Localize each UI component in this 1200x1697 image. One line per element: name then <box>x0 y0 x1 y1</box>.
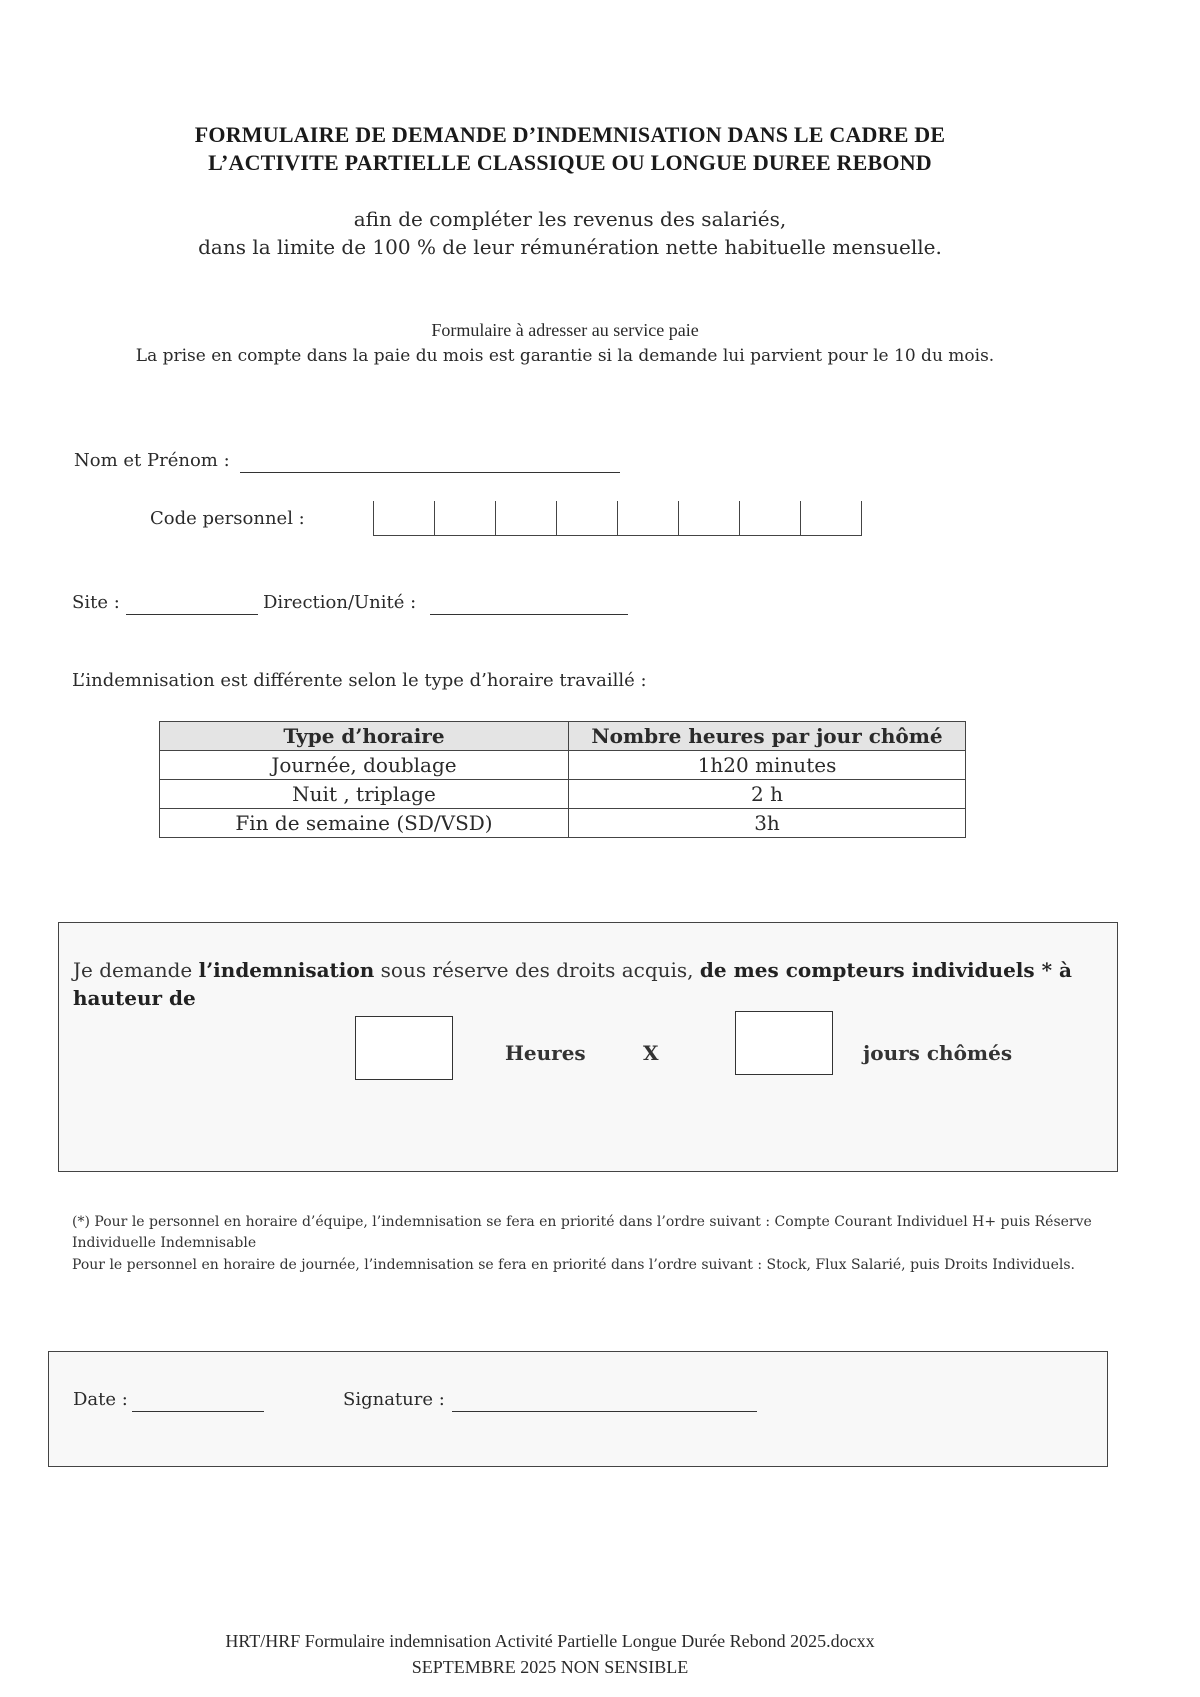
signature-label: Signature : <box>343 1389 445 1410</box>
schedule-table <box>159 721 966 838</box>
column-header-hours: Nombre heures par jour chômé <box>569 722 966 751</box>
site-label: Site : <box>72 592 120 613</box>
footer-classification: SEPTEMBRE 2025 NON SENSIBLE <box>411 1657 689 1677</box>
table-cell-hours: 1h20 minutes <box>569 751 966 780</box>
table-cell-type: Fin de semaine (SD/VSD) <box>160 809 569 838</box>
request-text-part4: de mes compteurs individuels * à hauteur de <box>73 958 1073 1010</box>
days-label: jours chômés <box>863 1041 1013 1065</box>
name-field[interactable] <box>240 450 620 473</box>
form-title-line1: FORMULAIRE DE DEMANDE D’INDEMNISATION DANS LE CADRE DE <box>194 122 946 147</box>
code-digit-box[interactable] <box>374 501 435 535</box>
request-text-part1: Je demande <box>73 958 199 982</box>
signature-box <box>48 1351 1108 1467</box>
code-digit-box[interactable] <box>740 501 801 535</box>
code-personnel-boxes <box>373 501 862 536</box>
name-label: Nom et Prénom : <box>74 450 230 471</box>
direction-label: Direction/Unité : <box>263 592 417 613</box>
send-to-instruction: Formulaire à adresser au service paie <box>431 320 699 340</box>
multiply-sign: X <box>643 1041 659 1065</box>
footnote-team-schedule: (*) Pour le personnel en horaire d’équipe, l’indemnisation se fera en priorité dans l’ordre suivant : Compte Courant Individuel H+ puis Réserve Individuelle Indemnisable <box>72 1214 1092 1251</box>
form-title-line2: L’ACTIVITE PARTIELLE CLASSIQUE OU LONGUE DUREE REBOND <box>208 150 932 175</box>
site-field[interactable] <box>126 592 258 615</box>
table-intro: L’indemnisation est différente selon le type d’horaire travaillé : <box>72 670 647 691</box>
signature-field[interactable] <box>452 1389 757 1412</box>
code-digit-box[interactable] <box>496 501 557 535</box>
date-field[interactable] <box>132 1389 264 1412</box>
table-header-row <box>160 722 966 751</box>
table-row <box>160 751 966 780</box>
payroll-deadline-note: La prise en compte dans la paie du mois est garantie si la demande lui parvient pour le 10 du mois. <box>135 346 995 366</box>
column-header-type: Type d’horaire <box>160 722 569 751</box>
footnote-day-schedule: Pour le personnel en horaire de journée, l’indemnisation se fera en priorité dans l’ordre suivant : Stock, Flux Salarié, puis Droits Individuels. <box>72 1257 1076 1273</box>
table-cell-type: Nuit , triplage <box>160 780 569 809</box>
hours-label: Heures <box>505 1041 586 1065</box>
date-label: Date : <box>73 1389 128 1410</box>
code-digit-box[interactable] <box>618 501 679 535</box>
table-row <box>160 809 966 838</box>
indemnisation-request-box <box>58 922 1118 1172</box>
request-text-part2: l’indemnisation <box>198 958 375 982</box>
code-digit-box[interactable] <box>435 501 496 535</box>
table-row <box>160 780 966 809</box>
request-statement <box>73 956 1083 1012</box>
form-subtitle-line1: afin de compléter les revenus des salariés, <box>353 207 787 231</box>
code-digit-box[interactable] <box>679 501 740 535</box>
code-digit-box[interactable] <box>801 501 862 535</box>
code-digit-box[interactable] <box>557 501 618 535</box>
request-text-part3: sous réserve des droits acquis, <box>374 958 700 982</box>
hours-input-box[interactable] <box>355 1016 453 1080</box>
table-cell-type: Journée, doublage <box>160 751 569 780</box>
form-subtitle-line2: dans la limite de 100 % de leur rémunération nette habituelle mensuelle. <box>198 235 942 259</box>
direction-field[interactable] <box>430 592 628 615</box>
footer-document-name: HRT/HRF Formulaire indemnisation Activité Partielle Longue Durée Rebond 2025.docxx <box>225 1631 875 1651</box>
table-cell-hours: 2 h <box>569 780 966 809</box>
code-personnel-label: Code personnel : <box>150 508 305 529</box>
table-cell-hours: 3h <box>569 809 966 838</box>
days-input-box[interactable] <box>735 1011 833 1075</box>
